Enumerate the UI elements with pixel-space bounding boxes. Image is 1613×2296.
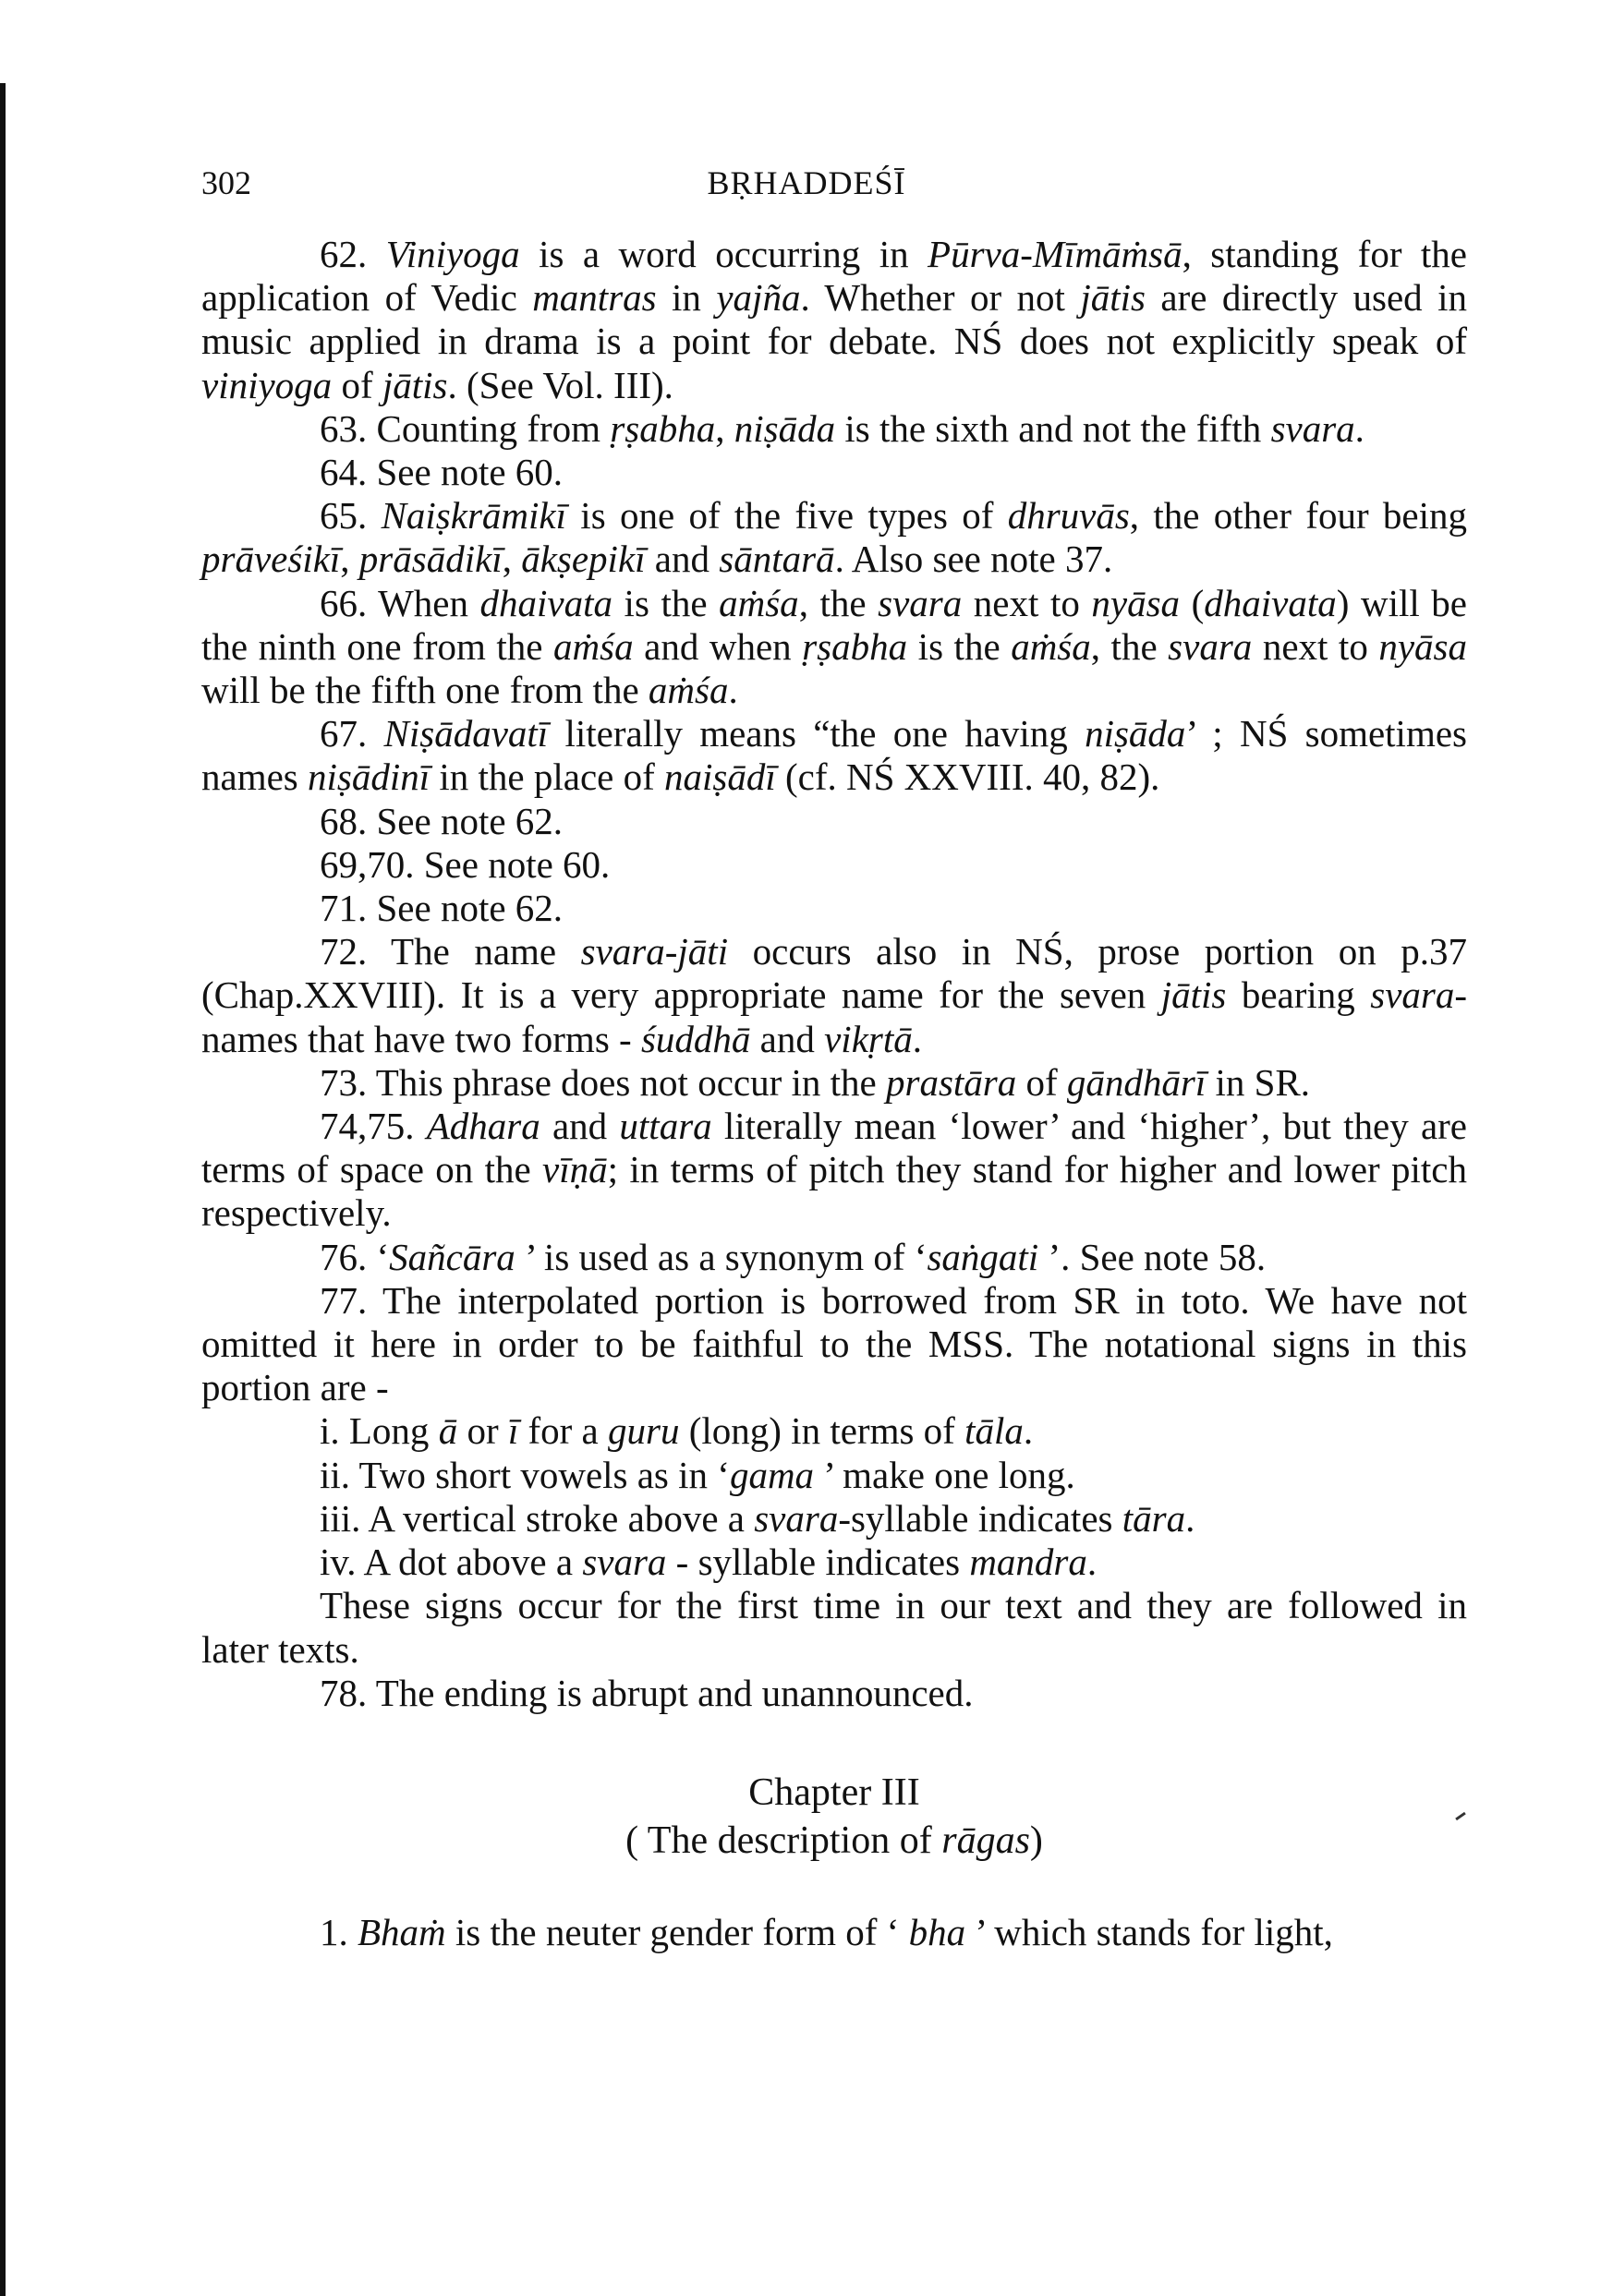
note-n77iv: iv. A dot above a svara - syllable indicates mandra. — [320, 1541, 1098, 1584]
page-number: 302 — [201, 164, 251, 201]
note-n68: 68. See note 62. — [320, 799, 564, 842]
note-n67: 67. Niṣādavatī literally means “the one having niṣāda’ ; NŚ sometimes names niṣādinī in the place of naiṣādī (cf. NŚ XXVIII. 40, 82). — [201, 712, 1467, 799]
note-n76: 76. ‘Sañcāra ’ is used as a synonym of ‘saṅgati ’. See note 58. — [320, 1235, 1267, 1278]
note-n65: 65. Naiṣkrāmikī is one of the five types of dhruvās, the other four being prāveśikī, prāsādikī, ākṣepikī and sāntarā. Also see note 37. — [201, 494, 1467, 581]
note-n63: 63. Counting from ṛṣabha, niṣāda is the sixth and not the fifth svara. — [320, 406, 1364, 450]
note-n71: 71. See note 62. — [320, 887, 564, 930]
note-n77: 77. The interpolated portion is borrowed from SR in toto. We have not omitted it here in order to be faithful to the MSS. The notational signs in this portion are - — [201, 1278, 1467, 1409]
note-n77ii: ii. Two short vowels as in ‘gama ’ make one long. — [320, 1453, 1075, 1496]
endnotes-list — [201, 233, 1467, 1715]
chapter-subtitle: ( The description of rāgas) — [625, 1819, 1043, 1862]
scan-edge — [0, 83, 6, 2296]
note-n6970: 69,70. See note 60. — [320, 842, 611, 886]
note-n77iii: iii. A vertical stroke above a svara-syllable indicates tāra. — [320, 1496, 1195, 1540]
note-n72: 72. The name svara-jāti occurs also in NŚ, prose portion on p.37 (Chap.XXVIII). It is a very appropriate name for the seven jātis bearing svara-names that have two forms - śuddhā and vikṛtā. — [201, 930, 1467, 1060]
note-n73: 73. This phrase does not occur in the prastāra of gāndhārī in SR. — [320, 1060, 1311, 1104]
note-n77i: i. Long ā or ī for a guru (long) in terms of tāla. — [320, 1409, 1034, 1453]
note-n66: 66. When dhaivata is the aṁśa, the svara next to nyāsa (dhaivata) will be the ninth one from the aṁśa and when ṛṣabha is the aṁśa, the svara next to nyāsa will be the fifth one from the aṁśa. — [201, 581, 1468, 712]
note-n64: 64. See note 60. — [320, 451, 564, 494]
chapter-title: Chapter III — [748, 1770, 920, 1814]
note-c1: 1. Bhaṁ is the neuter gender form of ‘ bha ’ which stands for light, — [320, 1910, 1333, 1953]
note-n77b: These signs occur for the first time in our text and they are followed in later texts. — [201, 1584, 1467, 1671]
chapter-notes-list — [201, 1911, 1467, 1954]
chapter-subtitle-term: rāgas — [941, 1819, 1030, 1862]
page-body — [201, 233, 1467, 1954]
note-n7475: 74,75. Adhara and uttara literally mean ‘lower’ and ‘higher’, but they are terms of space on the vīṇā; in terms of pitch they stand for higher and lower pitch respectively. — [201, 1105, 1467, 1235]
note-n62: 62. Viniyoga is a word occurring in Pūrva-Mīmāṁsā, standing for the application of Vedic mantras in yajña. Whether or not jātis are directly used in music applied in drama is a point for debate. NŚ does not explicitly speak of viniyoga of jātis. (See Vol. III). — [201, 233, 1467, 406]
running-title: BṚHADDEŚĪ — [707, 164, 906, 201]
note-n78: 78. The ending is abrupt and unannounced. — [320, 1671, 974, 1714]
